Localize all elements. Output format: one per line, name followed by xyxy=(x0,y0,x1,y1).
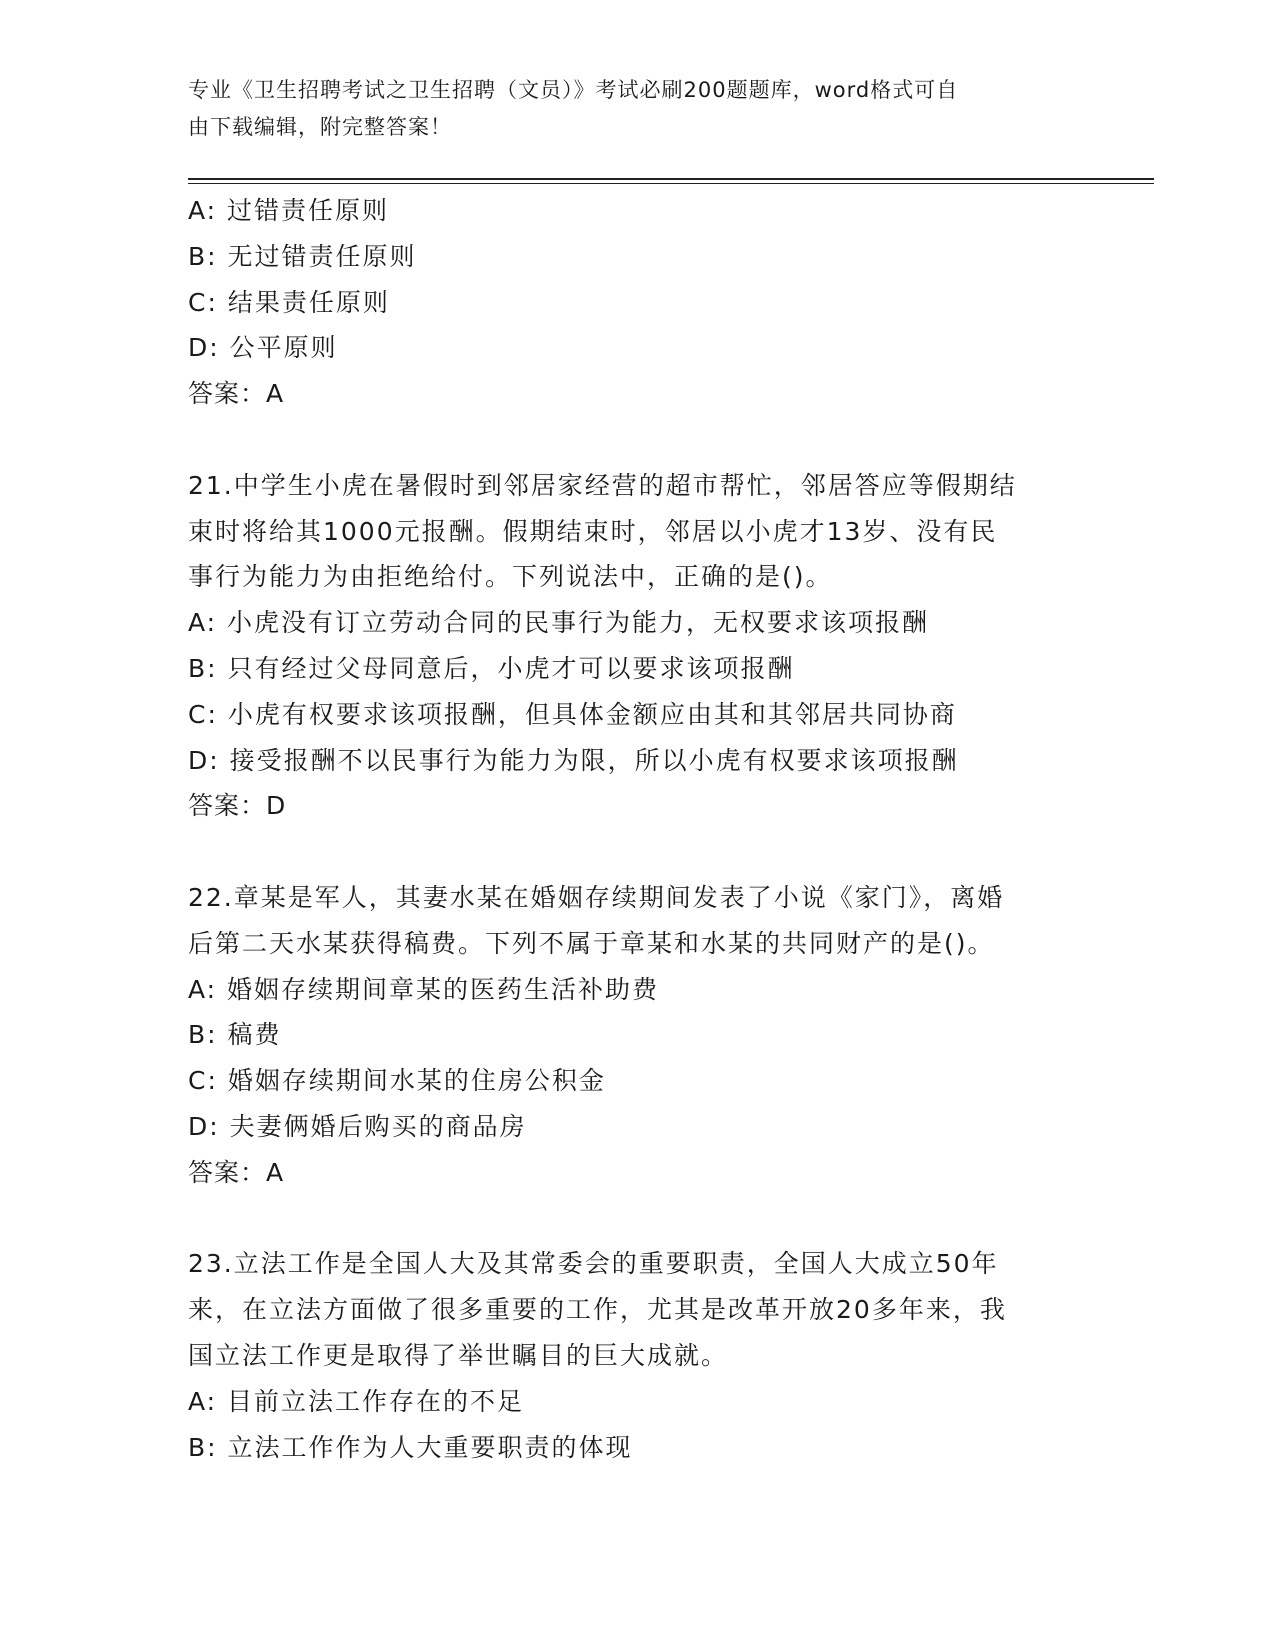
document-header xyxy=(188,72,1068,146)
option-b: B: 只有经过父母同意后，小虎才可以要求该项报酬 xyxy=(188,653,795,683)
answer-line: 答案：D xyxy=(188,791,287,821)
question-block-23 xyxy=(188,1241,1088,1470)
header-line-1: 专业《卫生招聘考试之卫生招聘（文员）》考试必刷200题题库，word格式可自 xyxy=(188,78,959,102)
question-text-line: 来，在立法方面做了很多重要的工作，尤其是改革开放20多年来，我 xyxy=(188,1295,1007,1325)
option-b: B: 稿费 xyxy=(188,1020,282,1050)
spacer xyxy=(188,417,1088,463)
question-text-line: 事行为能力为由拒绝给付。下列说法中，正确的是()。 xyxy=(188,562,833,592)
option-a: A: 目前立法工作存在的不足 xyxy=(188,1386,525,1416)
option-c: C: 小虎有权要求该项报酬，但具体金额应由其和其邻居共同协商 xyxy=(188,699,957,729)
answer-line: 答案：A xyxy=(188,379,285,409)
answer-line: 答案：A xyxy=(188,1157,285,1187)
question-block-prev xyxy=(188,188,1088,417)
option-a: A: 小虎没有订立劳动合同的民事行为能力，无权要求该项报酬 xyxy=(188,608,930,638)
header-divider-thick xyxy=(188,178,1154,180)
question-text-line: 后第二天水某获得稿费。下列不属于章某和水某的共同财产的是()。 xyxy=(188,928,995,958)
option-d: D: 接受报酬不以民事行为能力为限，所以小虎有权要求该项报酬 xyxy=(188,745,959,775)
question-block-21 xyxy=(188,463,1088,829)
question-block-22 xyxy=(188,875,1088,1196)
option-a: A: 过错责任原则 xyxy=(188,196,390,225)
spacer xyxy=(188,1196,1088,1242)
question-text-line: 21.中学生小虎在暑假时到邻居家经营的超市帮忙，邻居答应等假期结 xyxy=(188,470,1017,500)
option-d: D: 夫妻俩婚后购买的商品房 xyxy=(188,1111,527,1141)
question-text-line: 23.立法工作是全国人大及其常委会的重要职责，全国人大成立50年 xyxy=(188,1249,999,1279)
question-content xyxy=(188,188,1088,1470)
option-d: D: 公平原则 xyxy=(188,333,338,363)
header-line-2: 由下载编辑，附完整答案！ xyxy=(188,115,452,139)
question-text-line: 22.章某是军人，其妻水某在婚姻存续期间发表了小说《家门》，离婚 xyxy=(188,882,1005,912)
option-a: A: 婚姻存续期间章某的医药生活补助费 xyxy=(188,974,660,1004)
option-c: C: 结果责任原则 xyxy=(188,287,390,317)
spacer xyxy=(188,829,1088,875)
option-c: C: 婚姻存续期间水某的住房公积金 xyxy=(188,1066,606,1096)
question-text-line: 国立法工作更是取得了举世瞩目的巨大成就。 xyxy=(188,1340,729,1370)
header-divider-thin xyxy=(188,183,1154,184)
option-b: B: 立法工作作为人大重要职责的体现 xyxy=(188,1432,633,1462)
option-b: B: 无过错责任原则 xyxy=(188,241,417,271)
question-text-line: 束时将给其1000元报酬。假期结束时，邻居以小虎才13岁、没有民 xyxy=(188,516,998,546)
